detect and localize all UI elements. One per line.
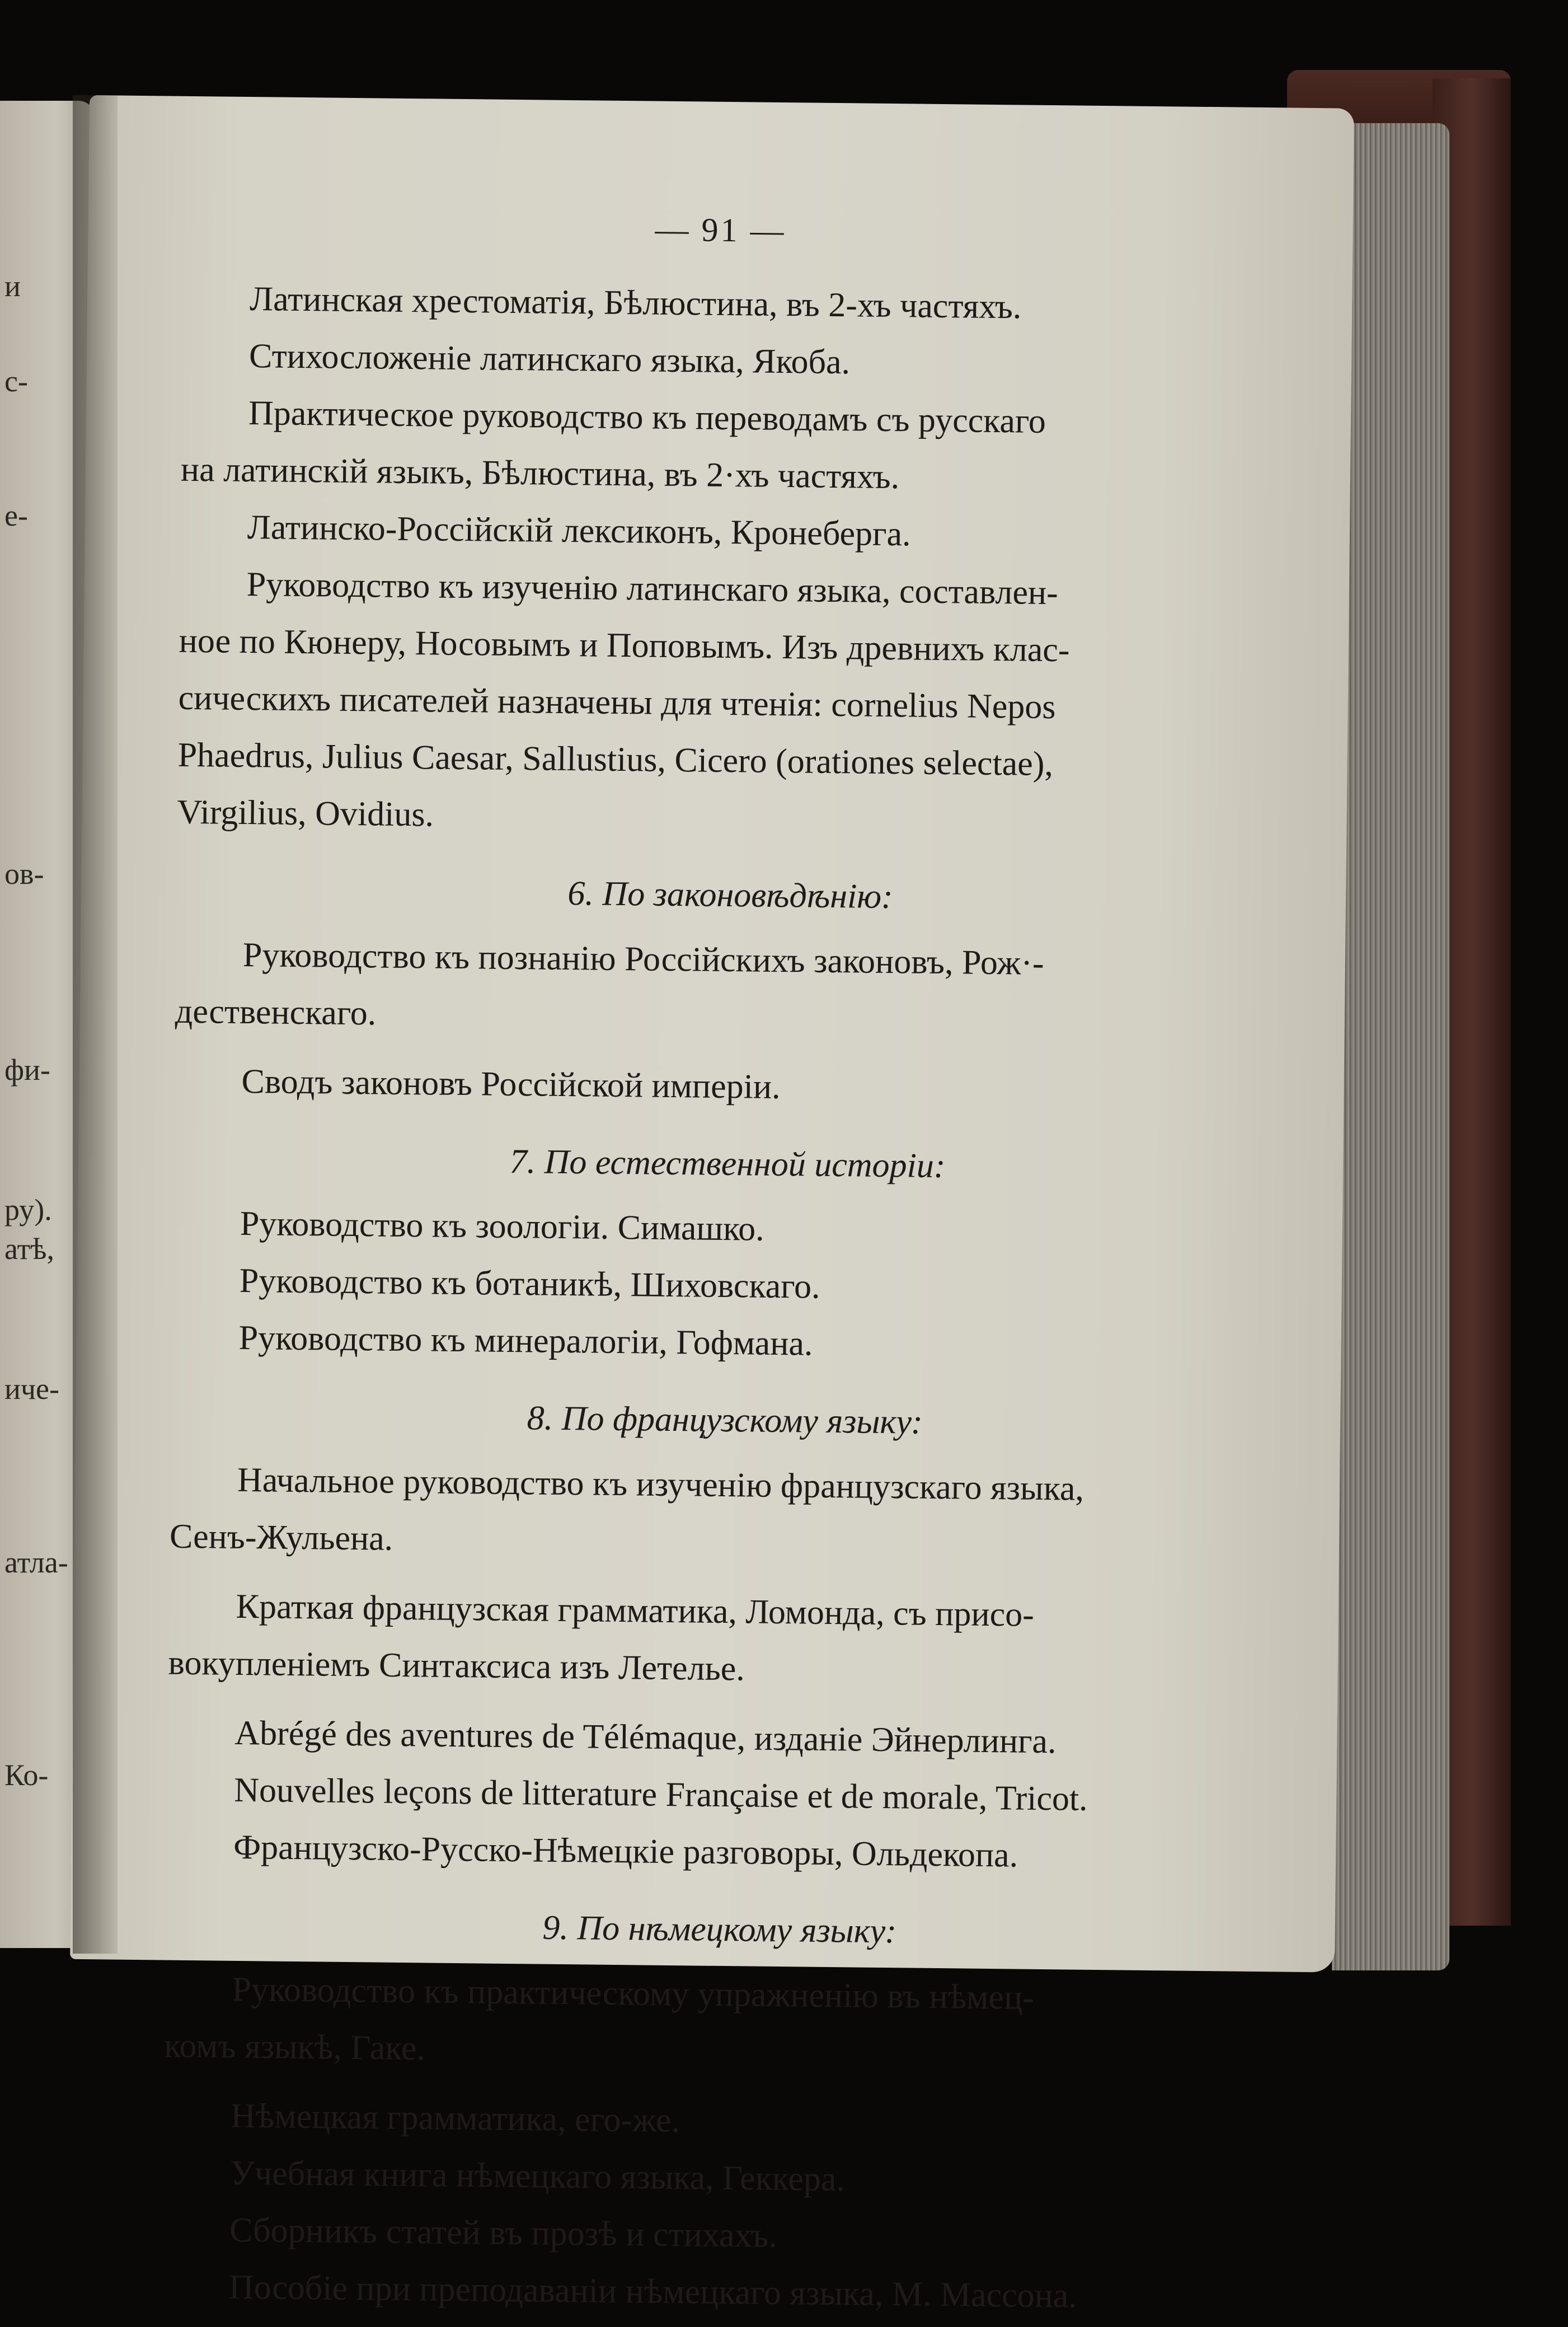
text-line: Французско-Русско-Нѣмецкіе разговоры, Ольдекопа. <box>233 1828 1018 1875</box>
text-line: Практическое руководство къ переводамъ съ русскаго <box>248 394 1046 441</box>
page-text <box>161 270 1290 2327</box>
section-heading: 6. По законовѣдѣнію: <box>567 874 894 916</box>
left-fragment-text: е- <box>4 499 28 532</box>
book-page <box>70 95 1354 2315</box>
text-line: Руководство къ ботаникѣ, Шиховскаго. <box>239 1261 820 1306</box>
page-number: — 91 — <box>655 210 786 250</box>
text-line: Латинско-Россійскій лексиконъ, Кронеберга. <box>247 508 911 554</box>
text-line: Phaedrus, Julius Caesar, Sallustius, Cicero (orationes selectae), <box>177 736 1054 784</box>
text-line: Сенъ-Жульена. <box>169 1517 393 1558</box>
text-line: Abrégé des aventures de Télémaque, изданіе Эйнерлинга. <box>234 1713 1057 1761</box>
text-line: Руководство къ практическому упражненію въ нѣмец- <box>232 1970 1035 2017</box>
text-line: дественскаго. <box>175 992 377 1033</box>
left-fragment-text: и <box>4 269 21 303</box>
left-fragment-text: ов- <box>4 857 44 891</box>
text-line: Краткая французская грамматика, Ломонда, съ присо- <box>236 1587 1035 1634</box>
left-fragment-text: Ко- <box>4 1758 49 1792</box>
text-line: Руководство къ минералогіи, Гофмана. <box>238 1318 813 1363</box>
text-line: Сборникъ статей въ прозѣ и стихахъ. <box>229 2211 778 2255</box>
text-line: Латинская хрестоматія, Бѣлюстина, въ 2-хъ частяхъ. <box>249 280 1022 326</box>
section-heading: 9. По нѣмецкому языку: <box>542 1908 897 1951</box>
text-line: Сводъ законовъ Россійской имперіи. <box>241 1062 781 1107</box>
left-fragment-text: фи- <box>4 1053 50 1087</box>
text-line: Руководство къ познанію Россійскихъ законовъ, Рож·- <box>242 935 1044 982</box>
text-line: Нѣмецкая грамматика, его-же. <box>230 2096 680 2140</box>
left-fragment-text: иче- <box>4 1372 60 1406</box>
text-line: Начальное руководство къ изученію французскаго языка, <box>237 1460 1085 1508</box>
text-line: Virgilius, Ovidius. <box>177 793 434 834</box>
left-fragment-text: атѣ, <box>4 1232 54 1266</box>
section-heading: 8. По французскому языку: <box>527 1399 923 1441</box>
text-line: ное по Кюнеру, Носовымъ и Поповымъ. Изъ древнихъ клас- <box>179 621 1070 669</box>
book-gutter-shadow <box>73 95 118 1954</box>
text-line: Пособіе при преподаваніи нѣмецкаго языка, М. Массона. <box>228 2268 1078 2315</box>
text-line: Nouvelles leçons de litterature Française et de morale, Tricot. <box>233 1771 1088 1818</box>
text-line: Руководство къ зоологіи. Симашко. <box>240 1204 765 1248</box>
text-line: Учебная книга нѣмецкаго языка, Геккера. <box>229 2153 846 2199</box>
text-line: вокупленіемъ Синтаксиса изъ Летелье. <box>168 1644 745 1688</box>
left-fragment-text: с- <box>4 364 28 398</box>
left-fragment-text: ру). <box>4 1193 52 1226</box>
text-line: комъ языкѣ, Гаке. <box>164 2026 426 2068</box>
text-line: Стихосложеніе латинскаго языка, Якоба. <box>248 337 851 382</box>
section-heading: 7. По естественной исторіи: <box>509 1142 946 1186</box>
text-line: Руководство къ изученію латинскаго языка, составлен- <box>246 565 1059 612</box>
text-line: на латинскій языкъ, Бѣлюстина, въ 2·хъ частяхъ. <box>180 450 900 497</box>
left-fragment-text: атла- <box>4 1546 68 1579</box>
text-line: сическихъ писателей назначены для чтенія: cornelius Nepos <box>178 678 1056 727</box>
